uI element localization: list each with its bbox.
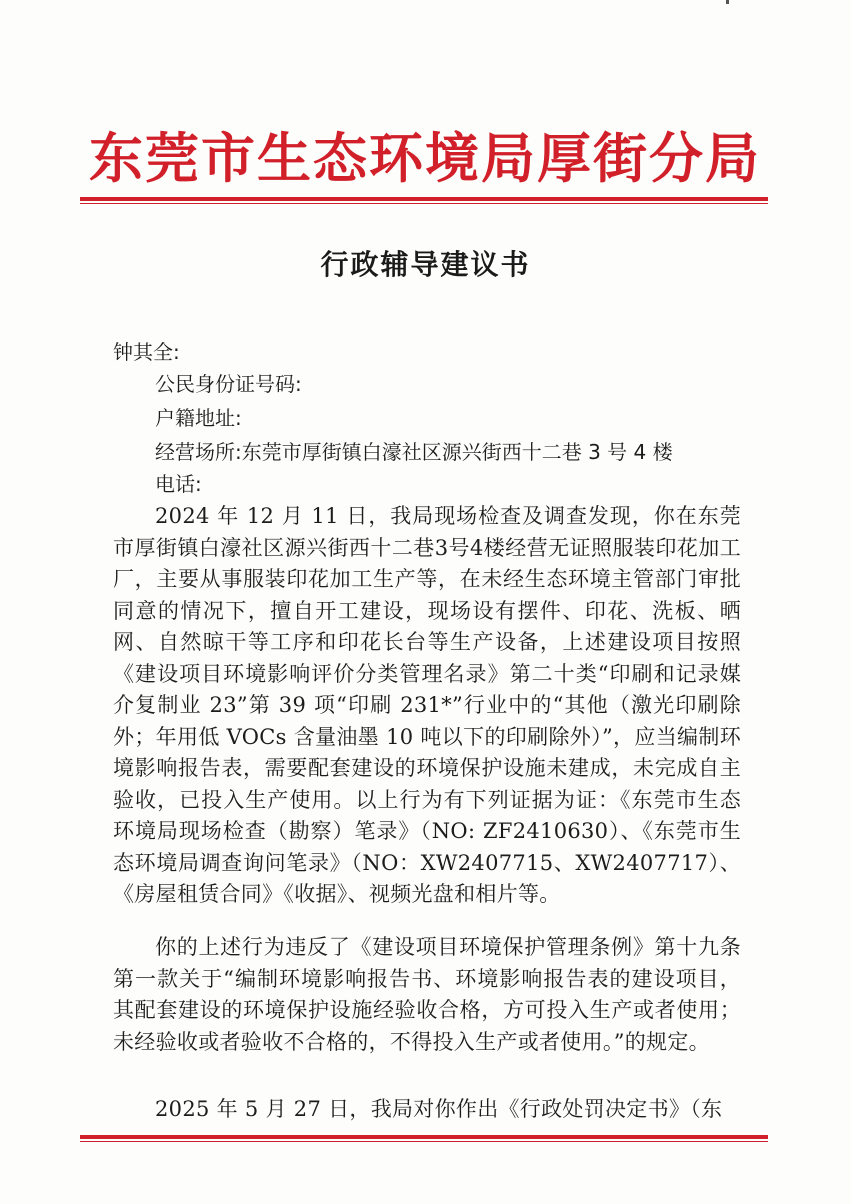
paragraph-penalty: 2025 年 5 月 27 日，我局对你作出《行政处罚决定书》（东	[155, 1097, 723, 1121]
field-business-location: 经营场所:东莞市厚街镇白濠社区源兴街西十二巷 3 号 4 楼	[155, 440, 673, 464]
document-title: 行政辅导建议书	[320, 248, 531, 281]
agency-letterhead: 东莞市生态环境局厚街分局	[89, 127, 761, 190]
addressee: 钟其全:	[113, 340, 180, 364]
letterhead-rule-thin	[80, 203, 768, 204]
field-phone: 电话:	[155, 472, 202, 496]
field-id-number: 公民身份证号码:	[155, 372, 302, 396]
scan-mark	[726, 0, 729, 4]
footer-rule-thick	[80, 1135, 768, 1139]
paragraph-findings: 2024 年 12 月 11 日，我局现场检查及调查发现，你在东莞市厚街镇白濠社区源兴街西十二巷3号4楼经营无证照服装印花加工厂，主要从事服装印花加工生产等，在未经生态环境主管部门审批同意的情况下，擅自开工建设，现场设有摆件、印花、洗板、晒网、自然晾干等工序和印花长台等生产设备，上述建设项目按照《建设项目环境影响评价分类管理名录》第二十类“印刷和记录媒介复制业 23”第 39 项“印刷 231*”行业中的“其他（激光印刷除外；年用低 VOCs 含量油墨 10 吨以下的印刷除外）”，应当编制环境影响报告表，需要配套建设的环境保护设施未建成，未完成自主验收，已投入生产使用。以上行为有下列证据为证：《东莞市生态环境局现场检查（勘察）笔录》（NO: ZF2410630）、《东莞市生态环境局调查询问笔录》（NO：XW2407715、XW2407717）、《房屋租赁合同》《收据》、视频光盘和相片等。	[113, 504, 741, 906]
paragraph-violation: 你的上述行为违反了《建设项目环境保护管理条例》第十九条第一款关于“编制环境影响报告书、环境影响报告表的建设项目，其配套建设的环境保护设施经验收合格，方可投入生产或者使用；未经验收或者验收不合格的，不得投入生产或者使用。”的规定。	[113, 935, 741, 1054]
footer-rule-thin	[80, 1141, 768, 1142]
field-household-address: 户籍地址:	[155, 406, 242, 430]
letterhead-rule-thick	[80, 197, 768, 201]
